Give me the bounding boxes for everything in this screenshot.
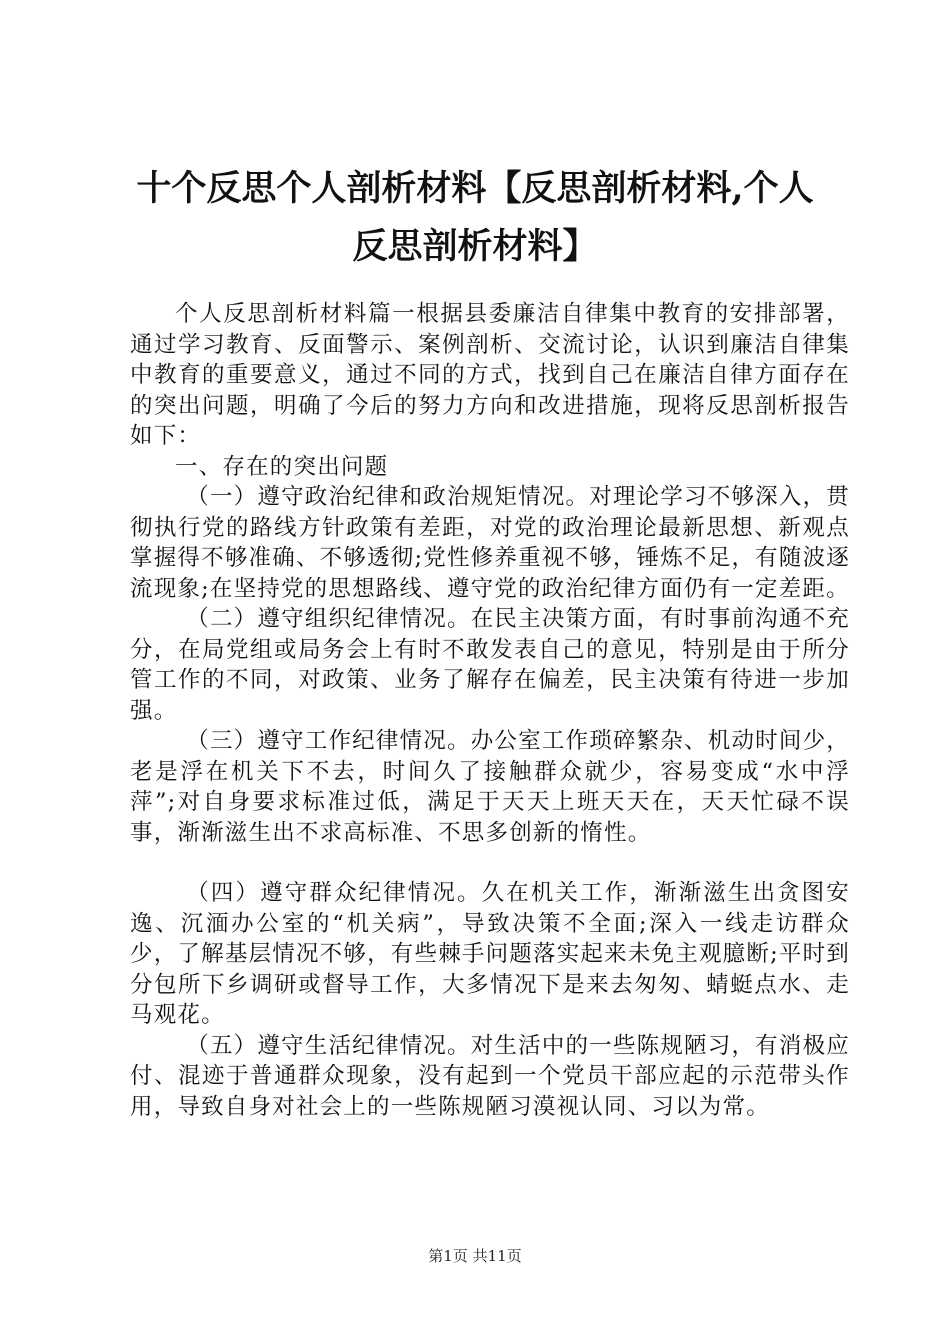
- item-work-discipline: （三）遵守工作纪律情况。办公室工作琐碎繁杂、机动时间少，老是浮在机关下不去，时间久了接触群众就少，容易变成“水中浮萍”;对自身要求标准过低，满足于天天上班天天在，天天忙碌不误事，渐渐滋生出不求高标准、不思多创新的惰性。: [130, 728, 850, 846]
- intro-paragraph: 个人反思剖析材料篇一根据县委廉洁自律集中教育的安排部署，通过学习教育、反面警示、案例剖析、交流讨论，认识到廉洁自律集中教育的重要意义，通过不同的方式，找到自己在廉洁自律方面存在的突出问题，明确了今后的努力方向和改进措施，现将反思剖析报告如下：: [130, 301, 850, 449]
- section-heading: 一、存在的突出问题: [175, 453, 389, 480]
- item-mass-discipline: （四）遵守群众纪律情况。久在机关工作，渐渐滋生出贪图安逸、沉湎办公室的“机关病”，导致决策不全面;深入一线走访群众少，了解基层情况不够，有些棘手问题落实起来未免主观臆断;平时到分包所下乡调研或督导工作，大多情况下是来去匆匆、蜻蜓点水、走马观花。: [130, 880, 850, 1028]
- document-body: [130, 299, 850, 1122]
- document-title: 十个反思个人剖析材料【反思剖析材料,个人反思剖析材料】: [136, 168, 814, 267]
- page-number-footer: 第1页 共11页: [428, 1247, 522, 1265]
- item-life-discipline: （五）遵守生活纪律情况。对生活中的一些陈规陋习，有消极应付、混迹于普通群众现象，没有起到一个党员干部应起的示范带头作用，导致自身对社会上的一些陈规陋习漠视认同、习以为常。: [130, 1032, 850, 1120]
- item-political-discipline: （一）遵守政治纪律和政治规矩情况。对理论学习不够深入，贯彻执行党的路线方针政策有差距，对党的政治理论最新思想、新观点掌握得不够准确、不够透彻;党性修养重视不够，锤炼不足，有随波逐流现象;在坚持党的思想路线、遵守党的政治纪律方面仍有一定差距。: [130, 484, 850, 602]
- item-organizational-discipline: （二）遵守组织纪律情况。在民主决策方面，有时事前沟通不充分，在局党组或局务会上有时不敢发表自己的意见，特别是由于所分管工作的不同，对政策、业务了解存在偏差，民主决策有待进一步加强。: [130, 606, 850, 724]
